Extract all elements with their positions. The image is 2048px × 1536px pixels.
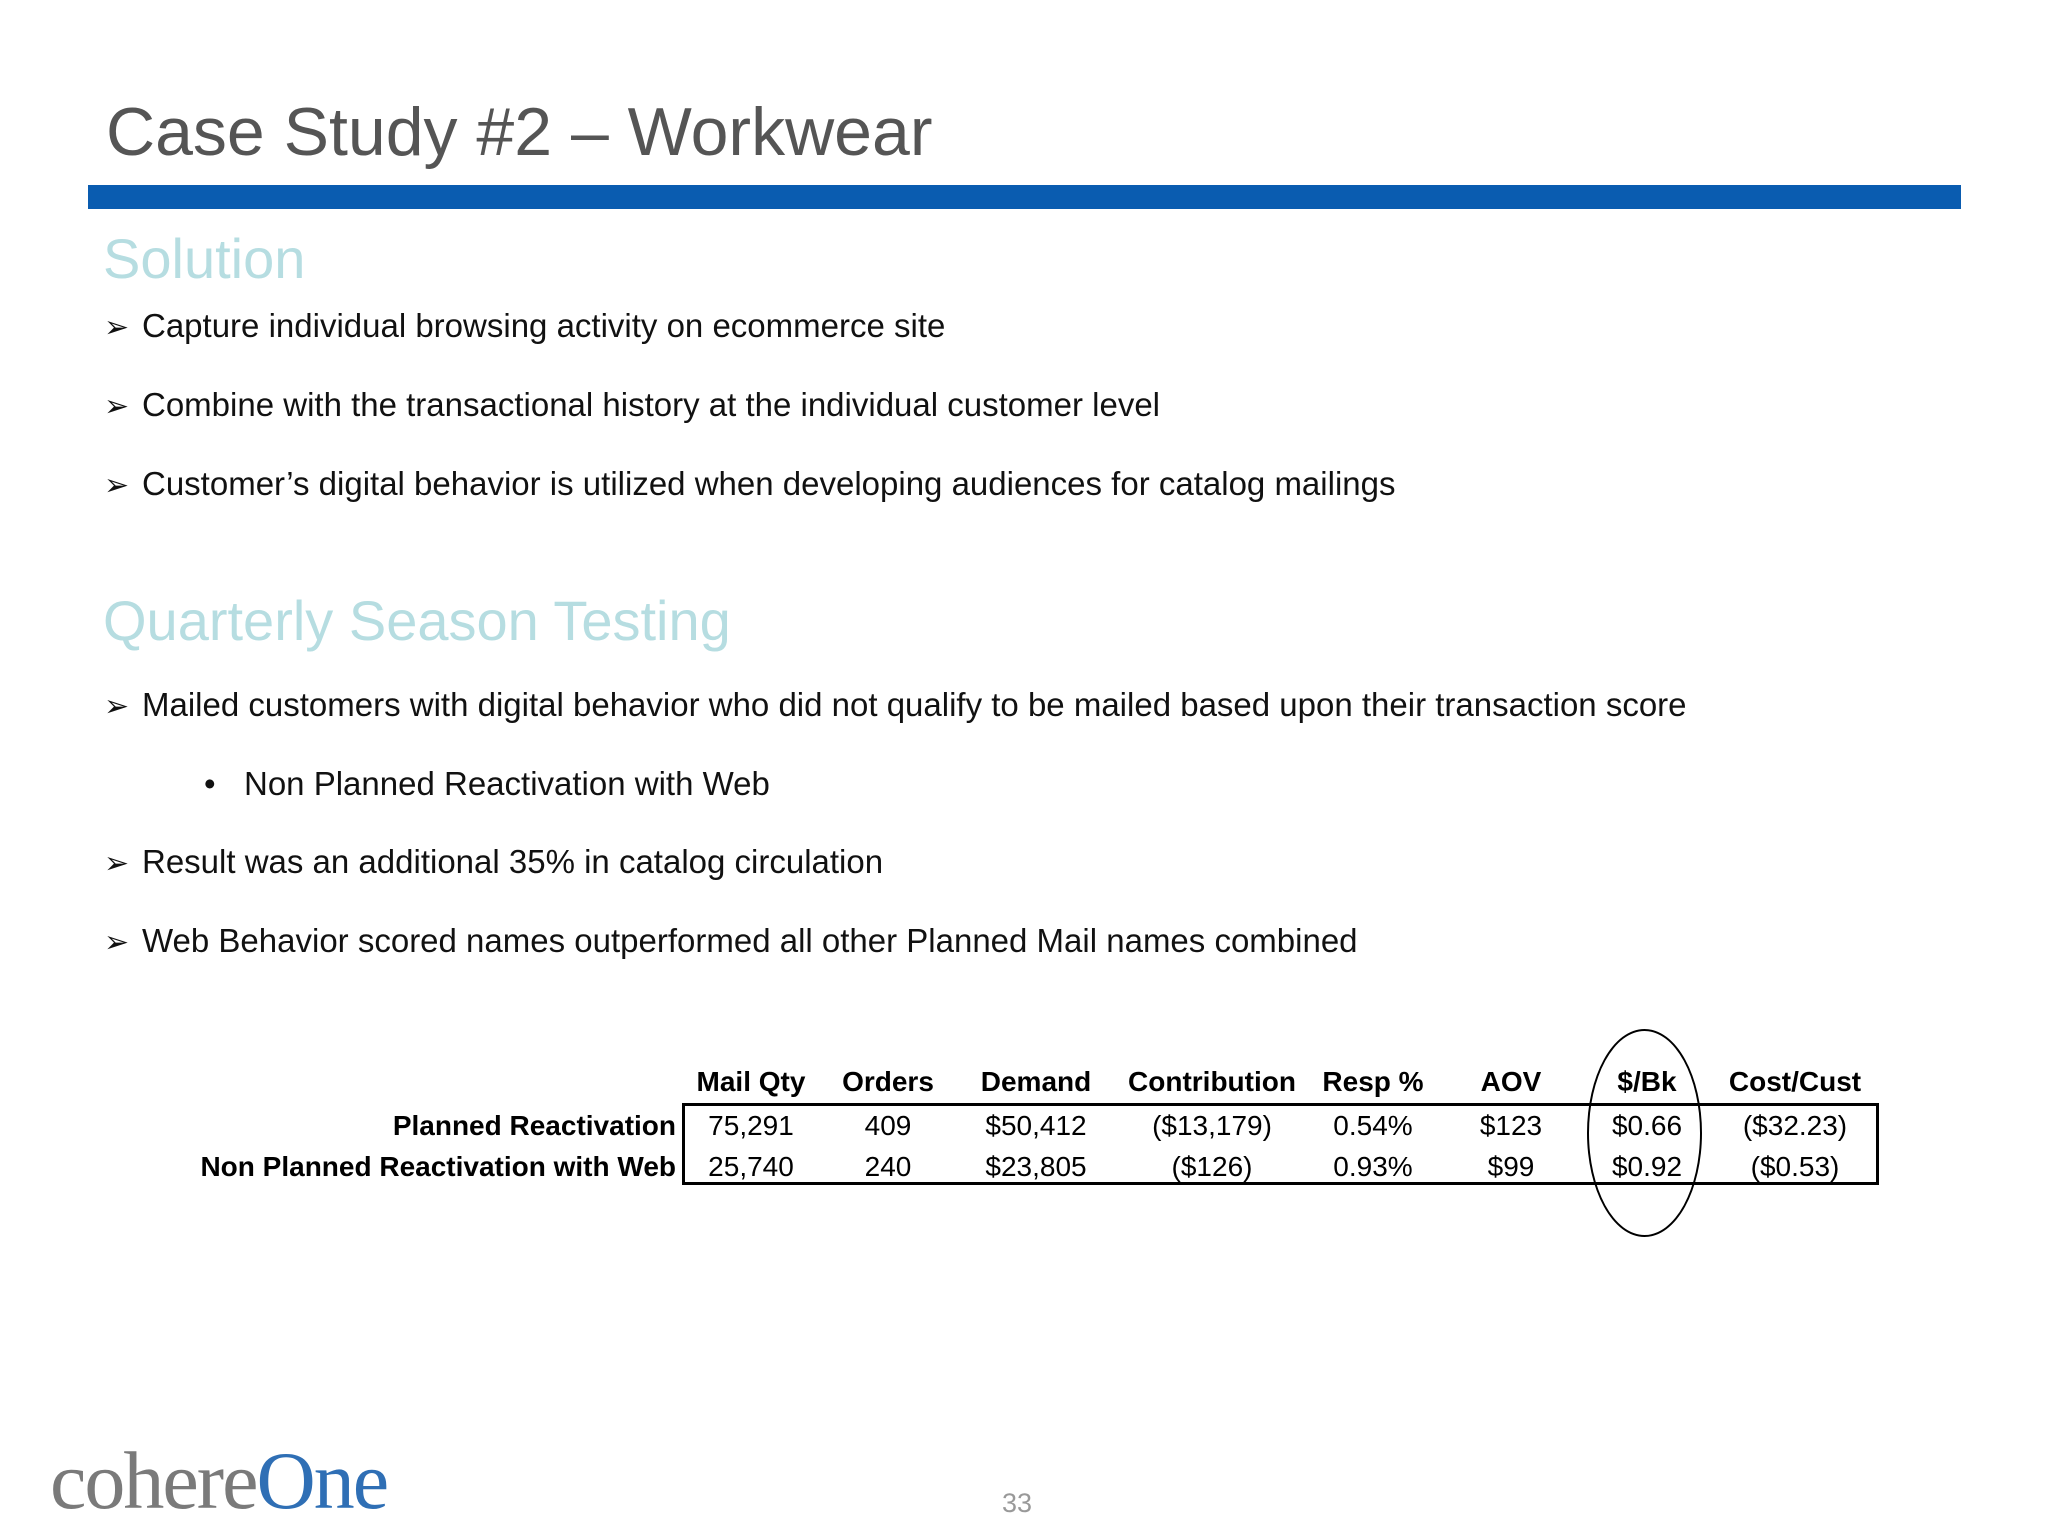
row-label: Planned Reactivation (392, 1110, 676, 1141)
column-header: Orders (842, 1066, 934, 1097)
bullet-text: Mailed customers with digital behavior who did not qualify to be mailed based upon their transaction score (142, 686, 1687, 723)
table-cell: 0.54% (1333, 1110, 1413, 1141)
table-cell: $23,805 (985, 1151, 1087, 1182)
slide-title: Case Study #2 – Workwear (106, 94, 933, 170)
solution-heading: Solution (103, 227, 306, 290)
testing-heading: Quarterly Season Testing (103, 589, 731, 652)
dot-bullet-icon: • (204, 765, 216, 802)
column-header: AOV (1480, 1066, 1542, 1097)
table-cell: 75,291 (708, 1110, 794, 1141)
table-cell: $99 (1487, 1151, 1535, 1182)
bullet-text: Result was an additional 35% in catalog circulation (142, 843, 884, 880)
column-header: Contribution (1128, 1066, 1296, 1097)
column-header: Resp % (1322, 1066, 1424, 1097)
table-cell: $123 (1479, 1110, 1543, 1141)
column-header: $/Bk (1617, 1066, 1677, 1097)
testing-bullet-3 (104, 921, 1358, 961)
column-header: Cost/Cust (1728, 1066, 1862, 1097)
title-divider-bar (88, 185, 1961, 209)
column-header: Demand (980, 1066, 1092, 1097)
page-number: 33 (1002, 1488, 1033, 1518)
highlight-ellipse (1587, 1029, 1702, 1237)
testing-bullet-2 (104, 842, 883, 882)
arrow-bullet-icon: ➢ (104, 689, 130, 724)
table-cell: 25,740 (708, 1151, 794, 1182)
bullet-text: Web Behavior scored names outperformed all other Planned Mail names combined (142, 922, 1358, 959)
bullet-text: Combine with the transactional history at the individual customer level (142, 386, 1161, 423)
table-cell: 240 (864, 1151, 912, 1182)
table-cell: $0.92 (1611, 1151, 1683, 1182)
cohereone-logo (50, 1435, 388, 1526)
arrow-bullet-icon: ➢ (104, 389, 130, 424)
bullet-text: Capture individual browsing activity on ecommerce site (142, 307, 946, 344)
table-cell: 409 (864, 1110, 912, 1141)
arrow-bullet-icon: ➢ (104, 925, 130, 960)
testing-sub-bullet (204, 764, 770, 804)
arrow-bullet-icon: ➢ (104, 468, 130, 503)
logo-text-cohere: cohere (50, 1435, 257, 1526)
bullet-text: Customer’s digital behavior is utilized when developing audiences for catalog mailings (142, 465, 1396, 502)
table-cell: ($32.23) (1742, 1110, 1848, 1141)
sub-bullet-text: Non Planned Reactivation with Web (244, 765, 770, 802)
table-cell: ($13,179) (1152, 1110, 1272, 1141)
arrow-bullet-icon: ➢ (104, 846, 130, 881)
logo-text-one: One (256, 1435, 388, 1526)
table-border (682, 1103, 1879, 1185)
table-cell: ($126) (1171, 1151, 1253, 1182)
solution-bullet-2 (104, 385, 1160, 425)
table-cell: ($0.53) (1750, 1151, 1840, 1182)
testing-bullet-1 (104, 685, 1687, 725)
column-header: Mail Qty (696, 1066, 806, 1097)
solution-bullet-3 (104, 464, 1395, 504)
table-cell: $50,412 (985, 1110, 1087, 1141)
table-cell: 0.93% (1333, 1151, 1413, 1182)
row-label: Non Planned Reactivation with Web (200, 1151, 676, 1182)
arrow-bullet-icon: ➢ (104, 310, 130, 345)
table-cell: $0.66 (1611, 1110, 1683, 1141)
solution-bullet-1 (104, 306, 945, 346)
